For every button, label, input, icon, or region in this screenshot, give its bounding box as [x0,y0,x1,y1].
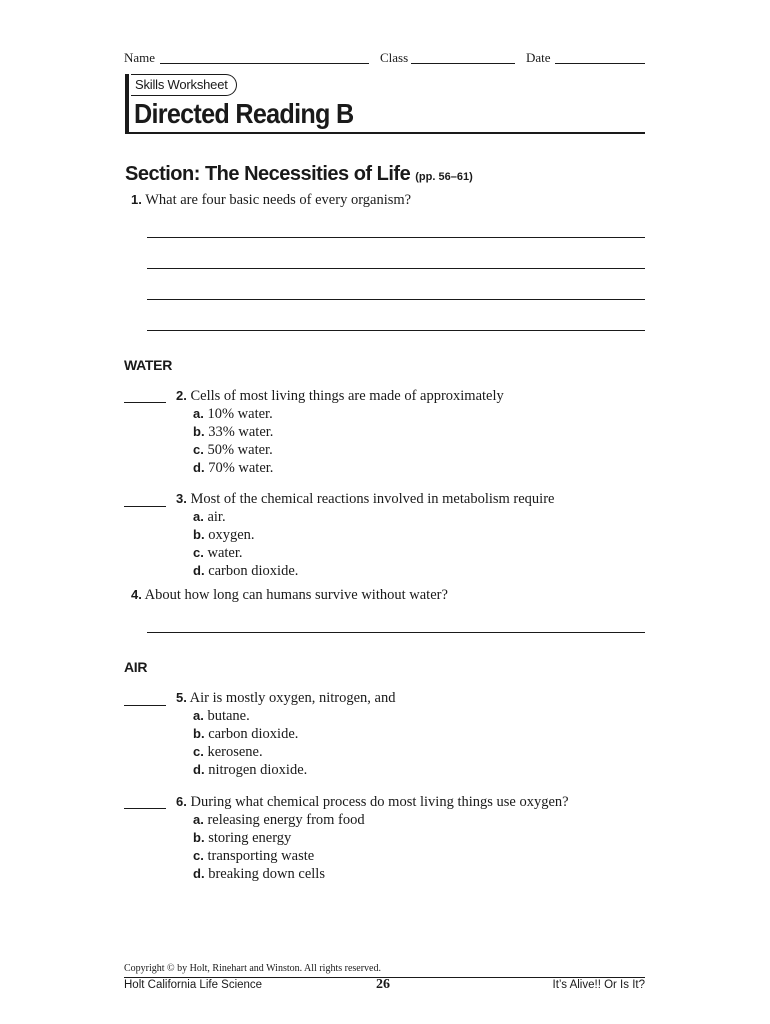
option [193,744,263,761]
option-letter: d. [193,563,205,578]
question-text: During what chemical process do most living things use oxygen? [190,794,569,810]
name-field [124,50,155,68]
section-title: Section: The Necessities of Life [125,163,411,185]
question-number: 3. [176,491,187,506]
answer-blank[interactable] [124,705,166,706]
page-number: 26 [376,977,390,992]
question-2 [176,388,504,405]
option-letter: a. [193,509,204,524]
option [193,563,298,580]
option [193,406,273,423]
option-text: butane. [207,708,250,724]
class-input-line[interactable] [411,50,515,64]
question-1 [131,192,411,209]
option-letter: a. [193,708,204,723]
option-letter: d. [193,460,205,475]
skills-worksheet-tag: Skills Worksheet [131,74,237,96]
option-text: releasing energy from food [207,812,365,828]
answer-line[interactable] [147,268,645,269]
question-number: 1. [131,192,142,207]
option [193,812,365,829]
option [193,509,226,526]
air-heading: AIR [124,659,148,675]
name-input-line[interactable] [160,50,369,64]
option [193,830,291,847]
option-letter: d. [193,762,205,777]
option-letter: c. [193,545,204,560]
option-text: transporting waste [207,848,315,864]
answer-line[interactable] [147,632,645,633]
option-text: 50% water. [207,442,273,458]
option-letter: c. [193,442,204,457]
option [193,442,273,459]
section-heading [125,163,473,186]
date-label: Date [526,50,551,65]
option-letter: a. [193,406,204,421]
question-text: What are four basic needs of every organism? [145,192,412,208]
class-label: Class [380,50,409,65]
option [193,866,325,883]
option [193,424,273,441]
option-text: 10% water. [207,406,273,422]
option-text: 70% water. [208,460,274,476]
option [193,527,255,544]
option-letter: b. [193,424,205,439]
question-text: Cells of most living things are made of approximately [190,388,504,404]
option-text: breaking down cells [208,866,325,882]
question-text: Air is mostly oxygen, nitrogen, and [189,690,396,706]
class-field [380,50,408,68]
answer-blank[interactable] [124,808,166,809]
option-text: air. [207,509,226,525]
section-pages: (pp. 56–61) [415,171,473,183]
water-heading: WATER [124,357,173,373]
question-number: 2. [176,388,187,403]
answer-blank[interactable] [124,506,166,507]
option [193,726,298,743]
question-4 [131,587,448,604]
copyright-notice: Copyright © by Holt, Rinehart and Winston. All rights reserved. [124,963,381,974]
option-letter: d. [193,866,205,881]
option-letter: a. [193,812,204,827]
answer-blank[interactable] [124,402,166,403]
page-title: Directed Reading B [134,98,354,129]
option-text: nitrogen dioxide. [208,762,308,778]
name-label: Name [124,50,156,65]
banner-bar [125,74,129,134]
option-text: carbon dioxide. [208,563,299,579]
option-text: carbon dioxide. [208,726,299,742]
option-text: kerosene. [207,744,263,760]
option-letter: c. [193,744,204,759]
option-letter: b. [193,830,205,845]
option-text: water. [207,545,243,561]
answer-line[interactable] [147,330,645,331]
answer-line[interactable] [147,299,645,300]
question-6 [176,794,569,811]
option-text: 33% water. [208,424,274,440]
book-title: Holt California Life Science [124,979,263,991]
option [193,708,250,725]
question-number: 5. [176,690,187,705]
date-field [526,50,551,68]
option [193,762,307,779]
option-letter: c. [193,848,204,863]
option-letter: b. [193,726,205,741]
question-number: 6. [176,794,187,809]
question-text: Most of the chemical reactions involved in metabolism require [190,491,555,507]
option [193,460,273,477]
question-3 [176,491,554,508]
answer-line[interactable] [147,237,645,238]
title-rule [125,132,645,134]
chapter-title: It’s Alive!! Or Is It? [552,979,645,991]
option-text: storing energy [208,830,292,846]
question-number: 4. [131,587,142,602]
option-text: oxygen. [208,527,255,543]
option [193,545,243,562]
date-input-line[interactable] [555,50,645,64]
question-text: About how long can humans survive without water? [144,587,448,603]
question-5 [176,690,395,707]
option-letter: b. [193,527,205,542]
option [193,848,314,865]
